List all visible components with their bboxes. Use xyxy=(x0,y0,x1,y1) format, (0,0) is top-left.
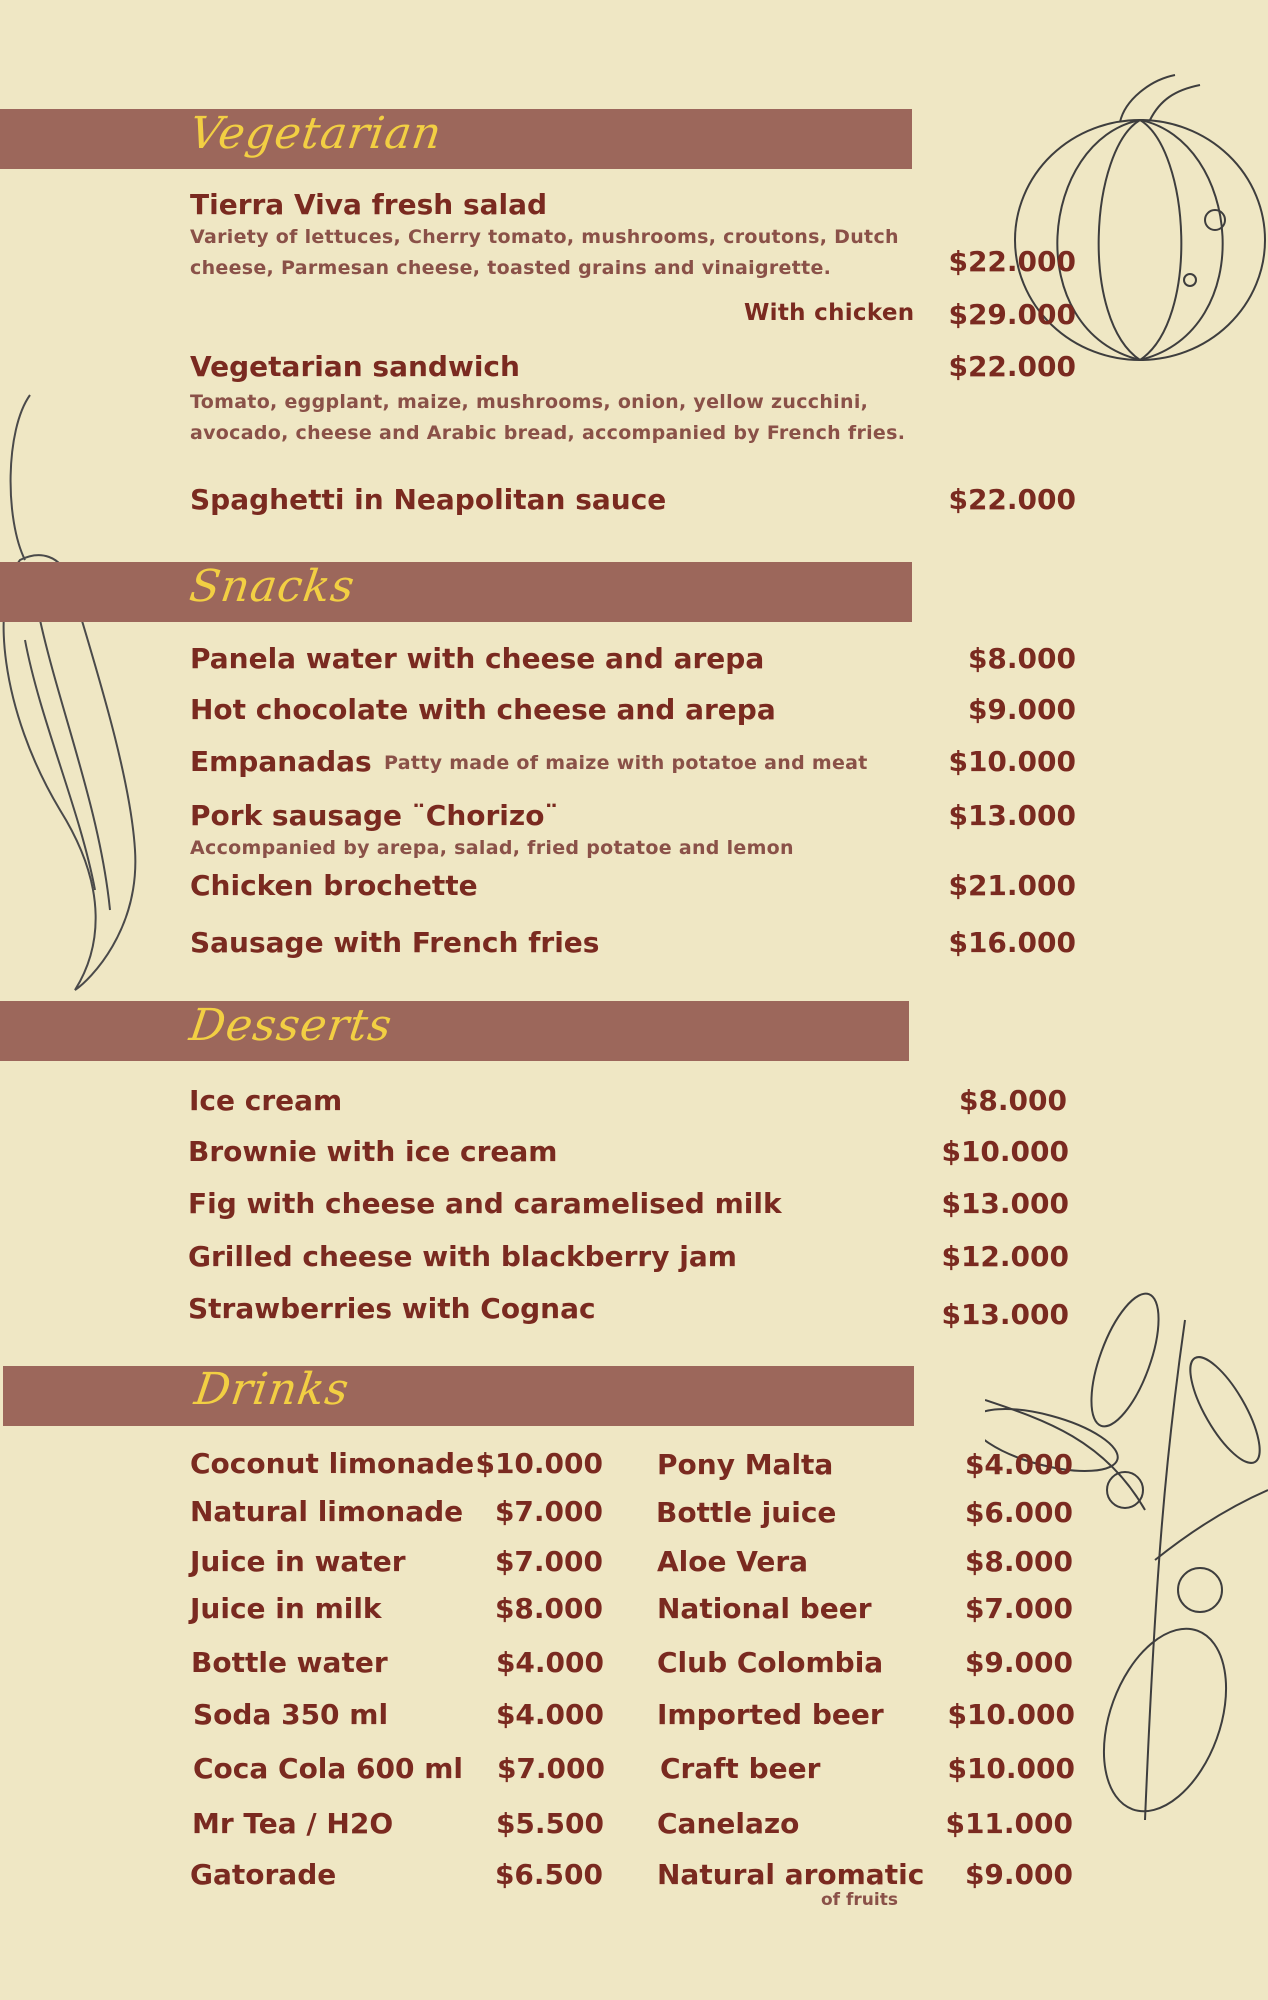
drink-name: Mr Tea / H2O xyxy=(192,1807,394,1840)
section-title-vegetarian: Vegetarian xyxy=(186,108,446,159)
menu-item-price: $13.000 xyxy=(948,799,1076,832)
drink-name: Natural limonade xyxy=(190,1495,464,1528)
menu-item-name: Sausage with French fries xyxy=(190,926,600,959)
section-band-drinks xyxy=(3,1366,914,1426)
drink-name: Soda 350 ml xyxy=(193,1698,389,1731)
drink-name: Coca Cola 600 ml xyxy=(193,1752,464,1785)
drink-name: Imported beer xyxy=(657,1698,884,1731)
menu-item-price: $22.000 xyxy=(948,350,1076,383)
drink-price: $10.000 xyxy=(475,1447,603,1480)
menu-item-price: $10.000 xyxy=(948,745,1076,778)
menu-item-price: $12.000 xyxy=(941,1240,1069,1273)
menu-item-name: Pork sausage ¨Chorizo¨ xyxy=(190,799,559,832)
drink-price: $8.000 xyxy=(964,1545,1073,1578)
drink-price: $11.000 xyxy=(945,1807,1073,1840)
menu-item-price: $13.000 xyxy=(941,1187,1069,1220)
menu-item-price: $22.000 xyxy=(948,483,1076,516)
menu-item-price: $8.000 xyxy=(958,1084,1067,1117)
menu-item-extra-price: $29.000 xyxy=(948,298,1076,331)
drink-price: $7.000 xyxy=(494,1545,603,1578)
menu-item-name: Brownie with ice cream xyxy=(188,1135,558,1168)
drink-price: $7.000 xyxy=(494,1495,603,1528)
menu-item-extra-label: With chicken xyxy=(744,300,915,326)
menu-item-price: $22.000 xyxy=(948,245,1076,278)
menu-item-name: Empanadas xyxy=(190,745,372,778)
drink-price: $7.000 xyxy=(496,1752,605,1785)
menu-item-name: Panela water with cheese and arepa xyxy=(190,642,765,675)
drink-price: $10.000 xyxy=(947,1752,1075,1785)
pumpkin-illustration xyxy=(1000,70,1268,380)
menu-item-name: Grilled cheese with blackberry jam xyxy=(188,1240,737,1273)
drink-price: $6.000 xyxy=(964,1496,1073,1529)
section-band-snacks xyxy=(0,562,912,622)
menu-item-name: Tierra Viva fresh salad xyxy=(190,188,548,221)
drink-price: $9.000 xyxy=(964,1858,1073,1891)
menu-item-name: Spaghetti in Neapolitan sauce xyxy=(190,483,667,516)
menu-item-description: cheese, Parmesan cheese, toasted grains and vinaigrette. xyxy=(190,257,832,279)
drink-price: $8.000 xyxy=(494,1592,603,1625)
section-title-drinks: Drinks xyxy=(191,1364,353,1415)
section-title-desserts: Desserts xyxy=(186,1000,396,1051)
drink-name: National beer xyxy=(657,1592,872,1625)
menu-item-description: avocado, cheese and Arabic bread, accompanied by French fries. xyxy=(190,422,906,444)
drink-name: Gatorade xyxy=(190,1858,337,1891)
drink-price: $5.500 xyxy=(495,1807,604,1840)
chili-pepper-illustration xyxy=(0,390,160,1000)
drink-price: $4.000 xyxy=(495,1646,604,1679)
section-band-vegetarian xyxy=(0,109,912,169)
menu-item-name: Fig with cheese and caramelised milk xyxy=(188,1187,782,1220)
menu-item-name: Chicken brochette xyxy=(190,869,478,902)
menu-item-price: $21.000 xyxy=(948,869,1076,902)
drink-name: Juice in milk xyxy=(190,1592,382,1625)
menu-item-description: Accompanied by arepa, salad, fried potatoe and lemon xyxy=(190,837,794,859)
section-band-desserts xyxy=(0,1001,909,1061)
drink-name: Coconut limonade xyxy=(190,1447,475,1480)
menu-item-name: Strawberries with Cognac xyxy=(188,1292,596,1325)
drink-name: Canelazo xyxy=(657,1807,800,1840)
drink-price: $10.000 xyxy=(947,1698,1075,1731)
menu-item-price: $9.000 xyxy=(967,693,1076,726)
drink-name: Craft beer xyxy=(660,1752,821,1785)
drink-price: $4.000 xyxy=(964,1448,1073,1481)
drink-note: of fruits xyxy=(821,1890,898,1910)
drink-name: Pony Malta xyxy=(657,1448,834,1481)
section-title-snacks: Snacks xyxy=(186,561,359,612)
drink-name: Natural aromatic xyxy=(657,1858,925,1891)
menu-item-price: $10.000 xyxy=(941,1135,1069,1168)
drink-name: Bottle water xyxy=(191,1646,388,1679)
menu-item-name: Ice cream xyxy=(189,1084,343,1117)
menu-item-price: $16.000 xyxy=(948,926,1076,959)
menu-item-name: Hot chocolate with cheese and arepa xyxy=(190,693,776,726)
menu-item-description: Variety of lettuces, Cherry tomato, mushrooms, croutons, Dutch xyxy=(190,226,899,248)
menu-item-name: Vegetarian sandwich xyxy=(190,350,520,383)
drink-name: Aloe Vera xyxy=(657,1545,809,1578)
drink-name: Bottle juice xyxy=(656,1496,837,1529)
drink-price: $4.000 xyxy=(495,1698,604,1731)
drink-price: $6.500 xyxy=(494,1858,603,1891)
drink-name: Club Colombia xyxy=(657,1646,884,1679)
menu-item-price: $8.000 xyxy=(967,642,1076,675)
menu-item-price: $13.000 xyxy=(941,1298,1069,1331)
drink-price: $9.000 xyxy=(964,1646,1073,1679)
menu-item-description: Patty made of maize with potatoe and meat xyxy=(384,752,868,774)
menu-item-description: Tomato, eggplant, maize, mushrooms, onion, yellow zucchini, xyxy=(190,391,869,413)
drink-price: $7.000 xyxy=(964,1592,1073,1625)
drink-name: Juice in water xyxy=(190,1545,406,1578)
